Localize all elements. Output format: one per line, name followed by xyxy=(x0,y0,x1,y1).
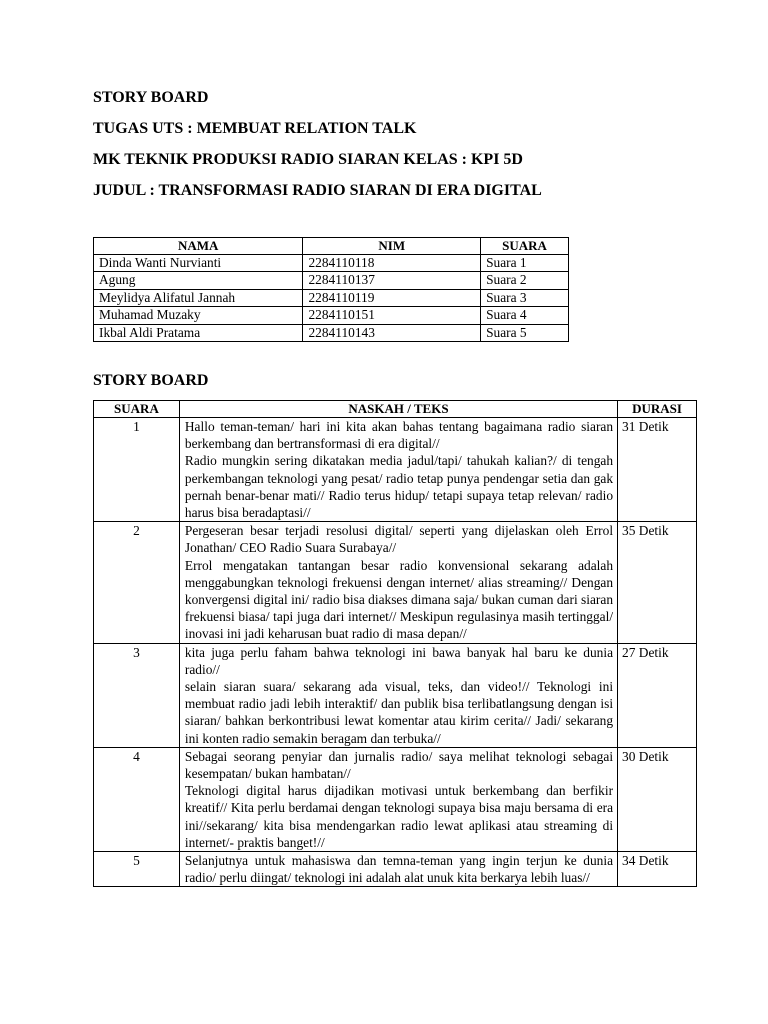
table-row xyxy=(94,307,569,324)
table-row xyxy=(94,418,697,522)
storyboard-header-row xyxy=(94,401,697,418)
table-row xyxy=(94,324,569,341)
col-header-naskah: NASKAH / TEKS xyxy=(179,401,617,418)
voice-number: 4 xyxy=(94,747,180,851)
script-paragraph: Sebagai seorang penyiar dan jurnalis radio/ saya melihat teknologi sebagai kesempatan/ bukan hambatan// xyxy=(184,748,614,782)
script-text xyxy=(179,643,617,747)
script-paragraph: Hallo teman-teman/ hari ini kita akan bahas tentang bagaimana radio siaran berkembang dan bertransformasi di era digital// xyxy=(184,419,614,452)
member-name: Agung xyxy=(94,272,303,289)
script-text xyxy=(179,522,617,643)
member-suara: Suara 2 xyxy=(481,272,569,289)
duration: 31 Detik xyxy=(618,418,697,522)
duration: 34 Detik xyxy=(618,852,697,887)
script-paragraph: selain siaran suara/ sekarang ada visual, teks, dan video!// Teknologi ini membuat radio jadi lebih interaktif/ dan publik bisa terlibatlangsung dengan isi siaran/ bahkan berkontribusi lewat komentar atau kirim cerita// Jadi/ sekarang ini konten radio semakin beragam dan terbuka// xyxy=(184,679,614,746)
script-text xyxy=(179,852,617,887)
script-paragraph: kita juga perlu faham bahwa teknologi ini bawa banyak hal baru ke dunia radio// xyxy=(184,644,614,677)
table-row xyxy=(94,522,697,643)
member-name: Dinda Wanti Nurvianti xyxy=(94,255,303,272)
col-header-suara: SUARA xyxy=(94,401,180,418)
doc-title: STORY BOARD xyxy=(93,89,209,106)
col-header-durasi: DURASI xyxy=(618,401,697,418)
storyboard-heading: STORY BOARD xyxy=(93,372,209,389)
member-nim: 2284110143 xyxy=(303,324,481,341)
voice-number: 1 xyxy=(94,418,180,522)
member-nim: 2284110118 xyxy=(303,255,481,272)
col-header-suara: SUARA xyxy=(481,238,569,255)
table-row xyxy=(94,643,697,747)
script-paragraph: Selanjutnya untuk mahasiswa dan temna-teman yang ingin terjun ke dunia radio/ perlu diingat/ teknologi ini adalah alat unuk kita berkarya lebih luas// xyxy=(184,853,614,886)
member-nim: 2284110151 xyxy=(303,307,481,324)
script-text xyxy=(179,747,617,851)
member-suara: Suara 5 xyxy=(481,324,569,341)
member-nim: 2284110137 xyxy=(303,272,481,289)
members-header-row xyxy=(94,238,569,255)
table-row xyxy=(94,272,569,289)
voice-number: 2 xyxy=(94,522,180,643)
course-line: MK TEKNIK PRODUKSI RADIO SIARAN KELAS : KPI 5D xyxy=(93,151,523,168)
title-line: JUDUL : TRANSFORMASI RADIO SIARAN DI ERA DIGITAL xyxy=(93,182,542,199)
member-nim: 2284110119 xyxy=(303,289,481,306)
storyboard-table xyxy=(93,400,697,887)
assignment-line: TUGAS UTS : MEMBUAT RELATION TALK xyxy=(93,120,417,137)
voice-number: 3 xyxy=(94,643,180,747)
duration: 27 Detik xyxy=(618,643,697,747)
col-header-nama: NAMA xyxy=(94,238,303,255)
script-paragraph: Radio mungkin sering dikatakan media jadul/tapi/ tahukah kalian?/ di tengah perkembangan teknologi yang pesat/ radio tetap punya pendengar setia dan gak pernah benar-benar mati// Radio terus hidup/ tetapi supaya tetap relevan/ radio harus bisa beradaptasi// xyxy=(184,453,614,521)
member-suara: Suara 1 xyxy=(481,255,569,272)
script-paragraph: Pergeseran besar terjadi resolusi digital/ seperti yang dijelaskan oleh Errol Jonathan/ CEO Radio Suara Surabaya// xyxy=(184,523,614,556)
members-table xyxy=(93,237,569,342)
member-suara: Suara 4 xyxy=(481,307,569,324)
script-text xyxy=(179,418,617,522)
duration: 30 Detik xyxy=(618,747,697,851)
table-row xyxy=(94,255,569,272)
duration: 35 Detik xyxy=(618,522,697,643)
col-header-nim: NIM xyxy=(303,238,481,255)
table-row xyxy=(94,747,697,851)
member-name: Muhamad Muzaky xyxy=(94,307,303,324)
script-paragraph: Errol mengatakan tantangan besar radio konvensional sekarang adalah menggabungkan teknologi frekuensi dengan internet/ alias streaming// Dengan konvergensi digital ini/ radio bisa diakses dimana saja/ bukan cuman dari siaran frekuensi biasa/ tapi juga dari internet// Meskipun regulasinya masih tertinggal/ inovasi ini jadi keharusan buat radio di masa depan// xyxy=(184,557,614,642)
member-suara: Suara 3 xyxy=(481,289,569,306)
member-name: Meylidya Alifatul Jannah xyxy=(94,289,303,306)
member-name: Ikbal Aldi Pratama xyxy=(94,324,303,341)
voice-number: 5 xyxy=(94,852,180,887)
script-paragraph: Teknologi digital harus dijadikan motivasi untuk berkembang dan berfikir kreatif// Kita perlu berdamai dengan teknologi supaya bisa maju bersama di era ini//sekarang/ kita bisa mendengarkan radio lewat aplikasi atau streaming di internet/- praktis banget!// xyxy=(184,783,614,850)
table-row xyxy=(94,289,569,306)
table-row xyxy=(94,852,697,887)
